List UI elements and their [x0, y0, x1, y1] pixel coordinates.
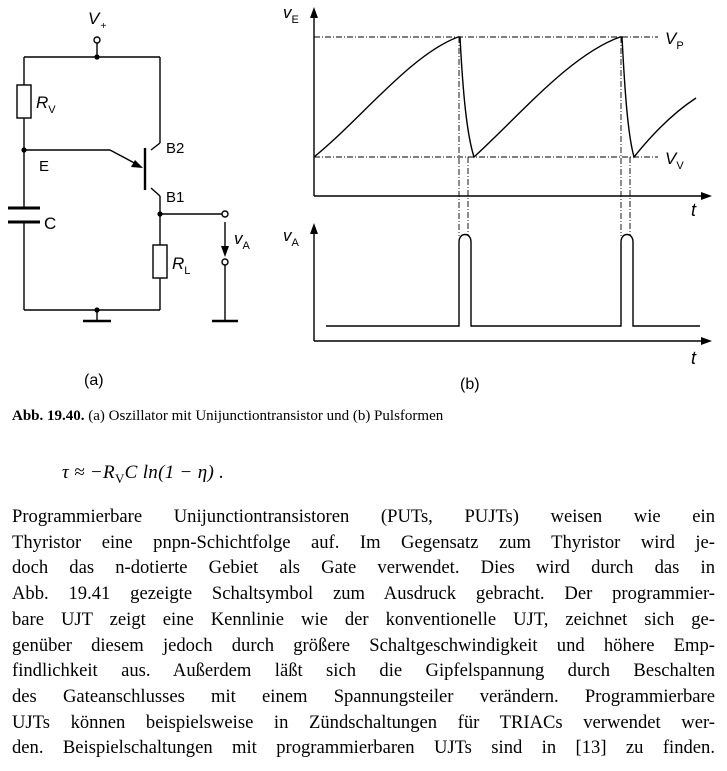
paragraph-line: den. Beispielschaltungen mit programmierbaren UJTs sind in [13] zu finden.	[12, 737, 715, 759]
paragraph-line: Programmierbare Unijunctiontransistoren (PUTs, PUJTs) weisen wie ein	[12, 506, 715, 527]
paragraph-line: UJTs können beispielsweise in Zündschaltungen für TRIACs verwendet wer-	[12, 711, 715, 733]
va-t-arrow-icon	[701, 337, 712, 345]
b2-label: B2	[166, 140, 185, 157]
emitter-label: E	[39, 158, 50, 175]
ve-waveform	[314, 37, 696, 157]
b1-label: B1	[166, 189, 185, 206]
paragraph-line: findlichkeit aus. Außerdem läßt sich die Gipfelspannung durch Beschalten	[12, 660, 715, 682]
ve-axis-label: $v_E$	[283, 3, 299, 26]
va-arrow-icon	[221, 246, 229, 257]
ve-axis-arrow-icon	[310, 7, 318, 18]
rl-label: $R_L$	[172, 254, 191, 277]
capacitor-label: C	[44, 214, 57, 233]
paragraph-line: genüber diesem jedoch durch größere Schaltgeschwindigkeit und höhere Emp-	[12, 634, 715, 656]
va-label: $v_A$	[234, 229, 250, 252]
vp-label: $V_P$	[665, 29, 684, 52]
ve-t-arrow-icon	[701, 192, 712, 200]
paragraph-line: bare UJT zeigt eine Kennlinie wie der konventionelle UJT, zeichnet sich ge-	[12, 608, 715, 630]
figure-caption	[12, 406, 712, 426]
va-axis-label: $v_A$	[283, 226, 299, 249]
supply-terminal	[94, 37, 100, 43]
formula-rest: C ln(1 − η) .	[124, 462, 225, 483]
va-axis-arrow-icon	[310, 223, 318, 234]
resistor-rv	[17, 85, 31, 118]
va-waveform	[326, 235, 700, 327]
paragraph-line: doch das n-dotierte Gebiet als Gate verwendet. Dies wird durch das in	[12, 557, 715, 579]
circuit-diagram	[8, 37, 238, 321]
panel-label-b: (b)	[460, 376, 480, 393]
resistor-rl	[153, 245, 167, 278]
paragraph-line: Thyristor eine pnpn-Schichtfolge auf. Im Gegensatz zum Thyristor wird je-	[12, 531, 715, 553]
output-terminal-bottom	[222, 259, 228, 265]
waveform-plots	[310, 7, 712, 345]
emitter-arrow-icon	[131, 160, 143, 168]
panel-label-a: (a)	[84, 372, 104, 389]
formula-sub: V	[114, 470, 125, 486]
formula-lhs: τ ≈ −R	[62, 462, 115, 483]
t-label-bottom: t	[691, 348, 697, 368]
output-terminal-top	[222, 211, 228, 217]
t-label-top: t	[691, 200, 697, 220]
paragraph-line: Abb. 19.41 gezeigte Schaltsymbol zum Ausdruck gebracht. Der programmier-	[12, 583, 715, 605]
caption-number: Abb. 19.40.	[12, 408, 85, 424]
caption-text: (a) Oszillator mit Unijunctiontransistor und (b) Pulsformen	[88, 408, 444, 424]
rv-label: $R_V$	[36, 93, 56, 116]
plot-labels	[283, 3, 697, 393]
vv-label: $V_V$	[665, 149, 684, 172]
formula	[62, 462, 224, 487]
circuit-labels	[36, 9, 251, 389]
supply-label: $V_+$	[88, 9, 107, 32]
paragraph-line: des Gateanschlusses mit einem Spannungsteiler verändern. Programmierbare	[12, 685, 715, 707]
body-paragraph	[12, 504, 715, 761]
